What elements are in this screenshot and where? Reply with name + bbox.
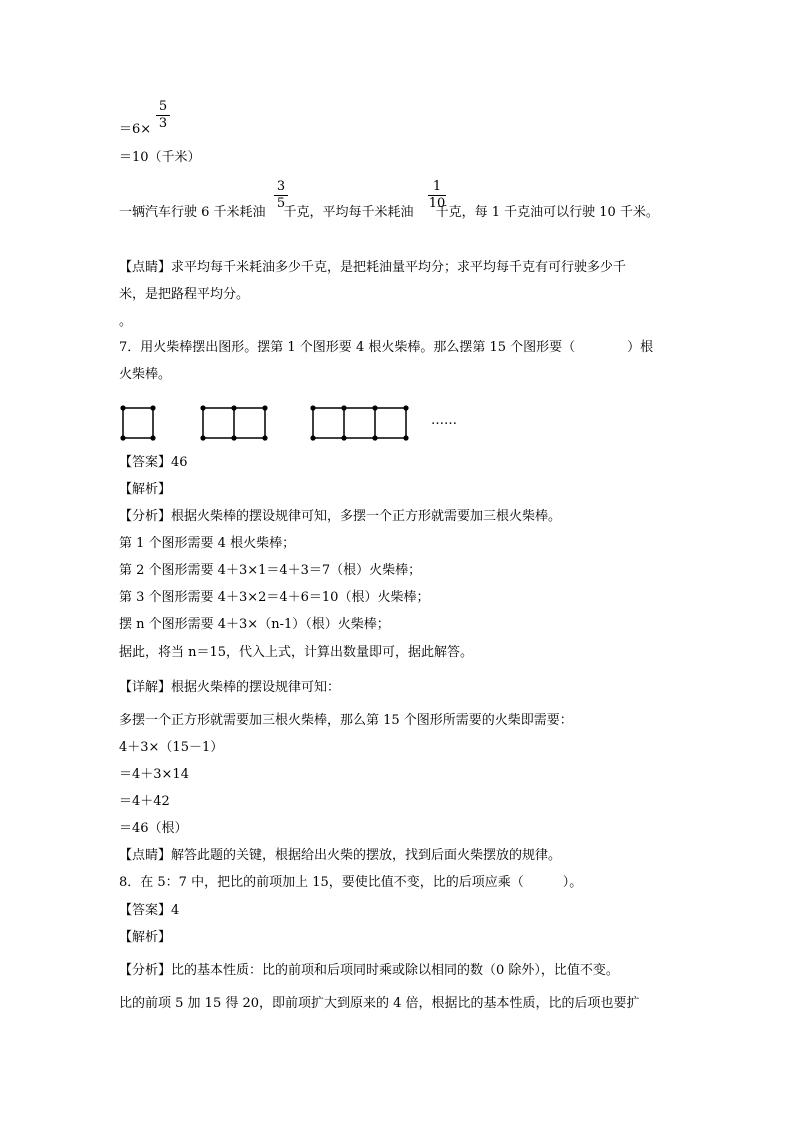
sentence-part-a: 一辆汽车行驶 6 千米耗油 [119, 205, 266, 220]
fraction-numerator: 5 [158, 99, 168, 114]
fraction-three-fifths [274, 180, 288, 211]
analysis-8-line-2: 比的前项 5 加 15 得 20，即前项扩大到原来的 4 倍，根据比的基本性质，比的后项也要扩 [119, 996, 640, 1011]
analysis-7-line-6: 据此，将当 n＝15，代入上式，计算出数量即可，据此解答。 [119, 645, 474, 660]
analysis-7-line-5: 摆 n 个图形需要 4＋3×（n-1）（根）火柴棒； [119, 617, 390, 632]
detail-7-line-3: 4＋3×（15－1） [119, 740, 224, 755]
analysis-7-line-3: 第 2 个图形需要 4＋3×1＝4＋3＝7（根）火柴棒； [119, 563, 422, 578]
sentence-part-b: 千克，平均每千米耗油 [283, 205, 414, 220]
analysis-heading-8: 【解析】 [119, 930, 172, 945]
figure-3-outline [313, 408, 406, 438]
answer-7: 【答案】46 [119, 455, 188, 470]
continuation-dots: …… [431, 413, 457, 428]
detail-7-line-4: ＝4＋3×14 [119, 767, 189, 782]
answer-sentence [119, 205, 659, 221]
analysis-7-line-4: 第 3 个图形需要 4＋3×2＝4＋6＝10（根）火柴棒； [119, 590, 430, 605]
equation-line-2: ＝10（千米） [119, 150, 201, 165]
comment-line-2: 米，是把路程平均分。 [119, 287, 250, 302]
equation-text: ＝6× [119, 122, 152, 137]
analysis-8-line-1: 【分析】比的基本性质：比的前项和后项同时乘或除以相同的数（0 除外），比值不变。 [119, 963, 619, 978]
detail-7-line-2: 多摆一个正方形就需要加三根火柴棒，那么第 15 个图形所需要的火柴即需要： [119, 713, 573, 728]
fraction-denominator: 10 [428, 196, 446, 211]
analysis-7-line-1: 【分析】根据火柴棒的摆设规律可知，多摆一个正方形就需要加三根火柴棒。 [119, 509, 562, 524]
fraction-denominator: 5 [276, 196, 286, 211]
fraction-numerator: 3 [276, 179, 286, 194]
fraction-five-thirds [156, 100, 170, 131]
question-7-line-2: 火柴棒。 [119, 367, 172, 382]
figure-1-square [123, 408, 153, 438]
comment-7: 【点睛】解答此题的关键，根据给出火柴的摆放，找到后面火柴摆放的规律。 [119, 848, 562, 863]
comment-line-1: 【点睛】求平均每千米耗油多少千克，是把耗油量平均分；求平均每千克有可行驶多少千 [119, 260, 627, 275]
fraction-denominator: 3 [158, 116, 168, 131]
detail-7-line-5: ＝4＋42 [119, 794, 170, 809]
matchstick-figures [115, 400, 495, 444]
analysis-heading-7: 【解析】 [119, 482, 172, 497]
detail-7-line-1: 【详解】根据火柴棒的摆设规律可知： [119, 680, 341, 695]
separator-mark: 。 [119, 314, 133, 329]
sentence-part-c: 千克，每 1 千克油可以行驶 10 千米。 [435, 205, 659, 220]
fraction-one-tenth [428, 180, 446, 211]
detail-7-line-6: ＝46（根） [119, 821, 188, 836]
question-7-line-1: 7．用火柴棒摆出图形。摆第 1 个图形要 4 根火柴棒。那么摆第 15 个图形要（ ）根 [119, 340, 654, 355]
equation-line-1 [119, 122, 151, 138]
analysis-7-line-2: 第 1 个图形需要 4 根火柴棒； [119, 536, 296, 551]
fraction-numerator: 1 [432, 179, 442, 194]
answer-8: 【答案】4 [119, 903, 180, 918]
question-8: 8．在 5：7 中，把比的前项加上 15，要使比值不变，比的后项应乘（ ）。 [119, 875, 583, 890]
